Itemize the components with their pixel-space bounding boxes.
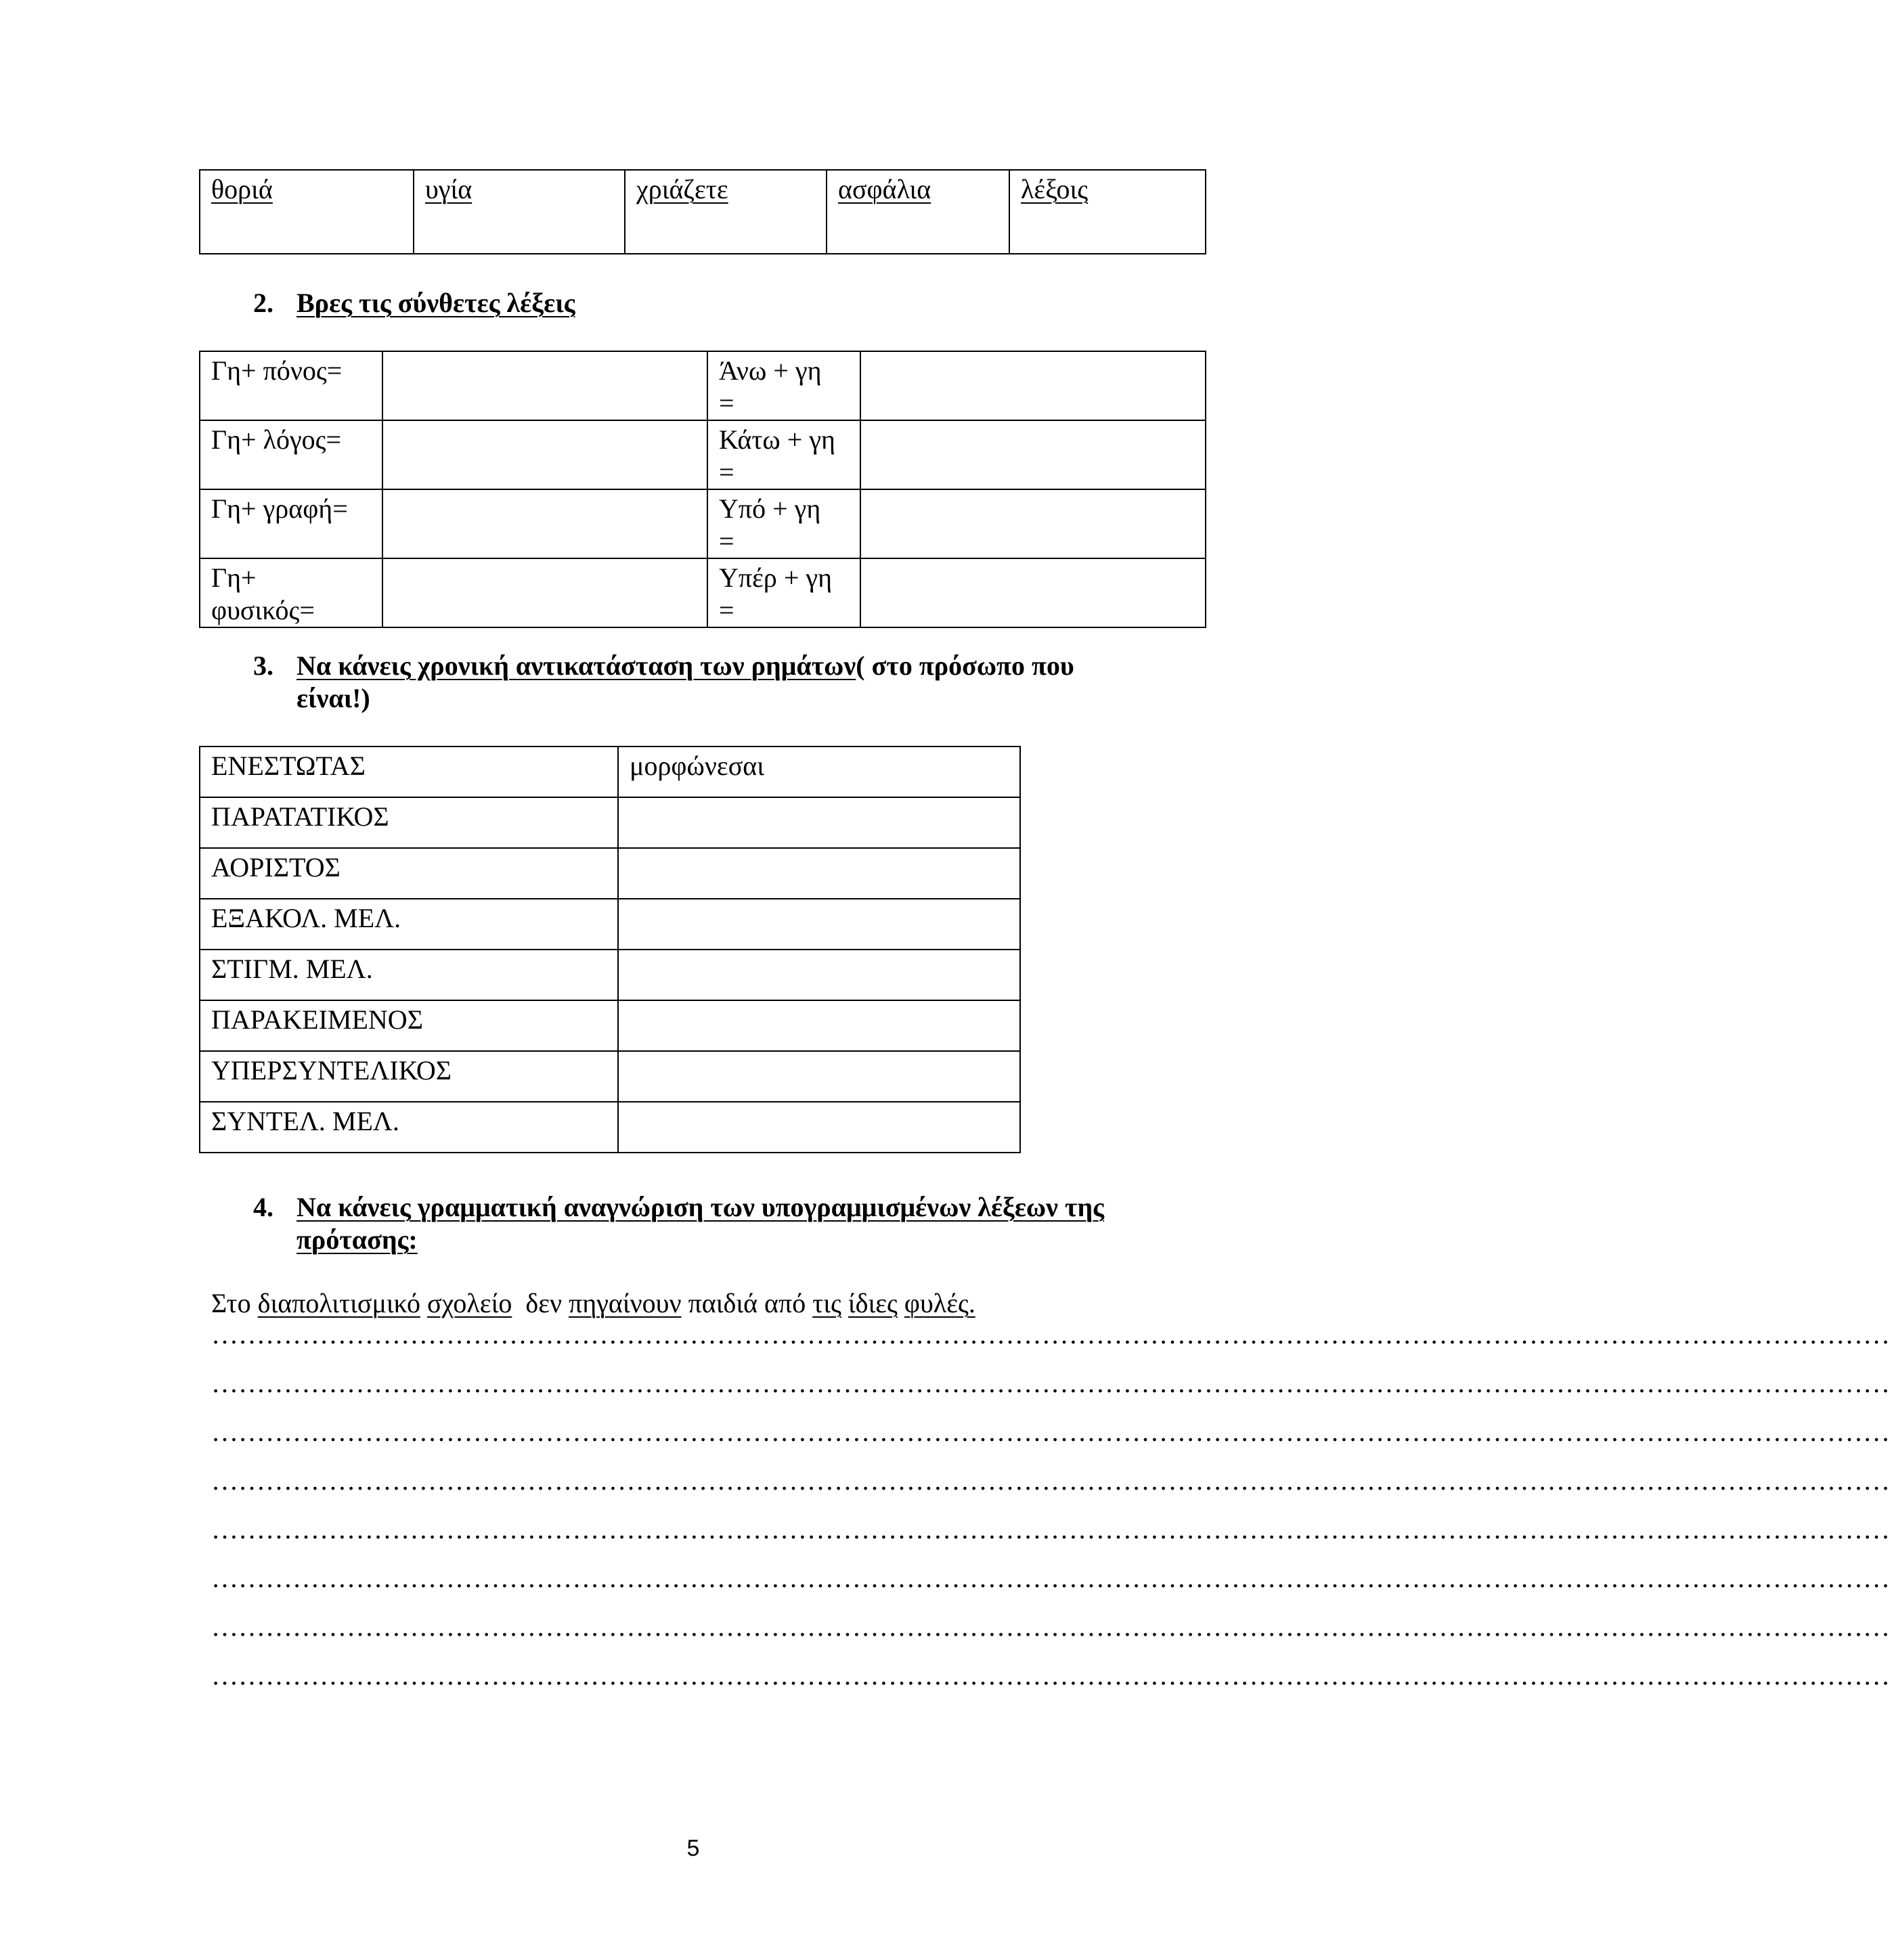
section-title-line2: είναι!) <box>296 683 370 713</box>
word-cell: θοριά <box>200 170 414 254</box>
answer-line[interactable]: …………………………………………………………………………………………………………………………………………………………………… <box>211 1611 1890 1642</box>
answer-cell[interactable] <box>860 558 1206 627</box>
compound-words-table <box>199 351 1206 628</box>
tense-answer-cell[interactable] <box>618 1000 1020 1051</box>
tense-label-cell: ΠΑΡΑΤΑΤΙΚΟΣ <box>200 797 618 848</box>
tense-answer-cell[interactable] <box>618 950 1020 1000</box>
answer-cell[interactable] <box>860 489 1206 558</box>
underlined-word: πηγαίνουν <box>569 1288 682 1318</box>
answer-line[interactable]: …………………………………………………………………………………………………………………………………………………………………… <box>211 1465 1890 1496</box>
tense-label-cell: ΕΞΑΚΟΛ. ΜΕΛ. <box>200 899 618 950</box>
tense-answer-cell[interactable] <box>618 1102 1020 1153</box>
compound-left-cell: Γη+ γραφή= <box>200 489 382 558</box>
answer-line[interactable]: …………………………………………………………………………………………………………………………………………………………………… <box>211 1514 1890 1544</box>
underlined-word: τις <box>812 1288 841 1318</box>
tense-answer-cell[interactable] <box>618 899 1020 950</box>
underlined-word: σχολείο <box>426 1288 512 1318</box>
underlined-word: διαπολιτισμικό <box>257 1288 420 1318</box>
answer-line[interactable]: …………………………………………………………………………………………………………………………………………………………………… <box>211 1319 1890 1350</box>
tense-answer-cell[interactable] <box>618 848 1020 899</box>
misspelled-words-table <box>199 169 1206 254</box>
word: Στο <box>211 1288 251 1318</box>
compound-left-cell: Γη+ λόγος= <box>200 420 382 489</box>
tense-answer-cell[interactable] <box>618 1051 1020 1102</box>
tense-answer-cell[interactable] <box>618 797 1020 848</box>
answer-cell[interactable] <box>382 558 707 627</box>
tense-label-cell: ΕΝΕΣΤΩΤΑΣ <box>200 747 618 797</box>
section-number: 3. <box>253 650 273 681</box>
page-number: 5 <box>686 1835 700 1861</box>
answer-cell[interactable] <box>860 351 1206 420</box>
verb-tenses-table <box>199 746 1021 1153</box>
tense-label-cell: ΠΑΡΑΚΕΙΜΕΝΟΣ <box>200 1000 618 1051</box>
answer-cell[interactable] <box>860 420 1206 489</box>
compound-left-cell: Γη+ φυσικός= <box>200 558 382 627</box>
section-number: 4. <box>253 1192 273 1222</box>
compound-right-cell: Υπέρ + γη = <box>707 558 860 627</box>
word-cell: χριάζετε <box>625 170 827 254</box>
underlined-word: φυλές. <box>904 1288 975 1318</box>
section-title: Να κάνεις γραμματική αναγνώριση των υπογραμμισμένων λέξεων της <box>296 1192 1105 1222</box>
word: παιδιά από <box>688 1288 806 1318</box>
compound-right-cell: Υπό + γη = <box>707 489 860 558</box>
tense-answer-cell[interactable]: μορφώνεσαι <box>618 747 1020 797</box>
compound-left-cell: Γη+ πόνος= <box>200 351 382 420</box>
answer-cell[interactable] <box>382 489 707 558</box>
answer-line[interactable]: …………………………………………………………………………………………………………………………………………………………………… <box>211 1660 1890 1691</box>
section-title-line2: πρότασης: <box>296 1224 418 1255</box>
answer-line[interactable]: …………………………………………………………………………………………………………………………………………………………………… <box>211 1417 1890 1447</box>
section-4-heading <box>253 1191 1214 1259</box>
word: δεν <box>525 1288 563 1318</box>
tense-label-cell: ΑΟΡΙΣΤΟΣ <box>200 848 618 899</box>
word-cell: ασφάλια <box>827 170 1009 254</box>
tense-label-cell: ΣΤΙΓΜ. ΜΕΛ. <box>200 950 618 1000</box>
section-number: 2. <box>253 288 273 318</box>
underlined-word: ίδιες <box>848 1288 898 1318</box>
compound-right-cell: Άνω + γη = <box>707 351 860 420</box>
tense-label-cell: ΥΠΕΡΣΥΝΤΕΛΙΚΟΣ <box>200 1051 618 1102</box>
section-title: Να κάνεις χρονική αντικατάσταση των ρημάτων( στο πρόσωπο που <box>296 650 1074 681</box>
answer-line[interactable]: …………………………………………………………………………………………………………………………………………………………………… <box>211 1563 1890 1593</box>
compound-right-cell: Κάτω + γη = <box>707 420 860 489</box>
sentence <box>211 1287 975 1320</box>
answer-cell[interactable] <box>382 351 707 420</box>
answer-cell[interactable] <box>382 420 707 489</box>
word-cell: λέξοις <box>1009 170 1206 254</box>
answer-line[interactable]: …………………………………………………………………………………………………………………………………………………………………… <box>211 1368 1890 1398</box>
section-3-heading <box>253 650 1201 717</box>
section-title: Βρες τις σύνθετες λέξεις <box>296 288 575 318</box>
word-cell: υγία <box>414 170 625 254</box>
tense-label-cell: ΣΥΝΤΕΛ. ΜΕΛ. <box>200 1102 618 1153</box>
section-2-heading <box>253 287 1201 321</box>
